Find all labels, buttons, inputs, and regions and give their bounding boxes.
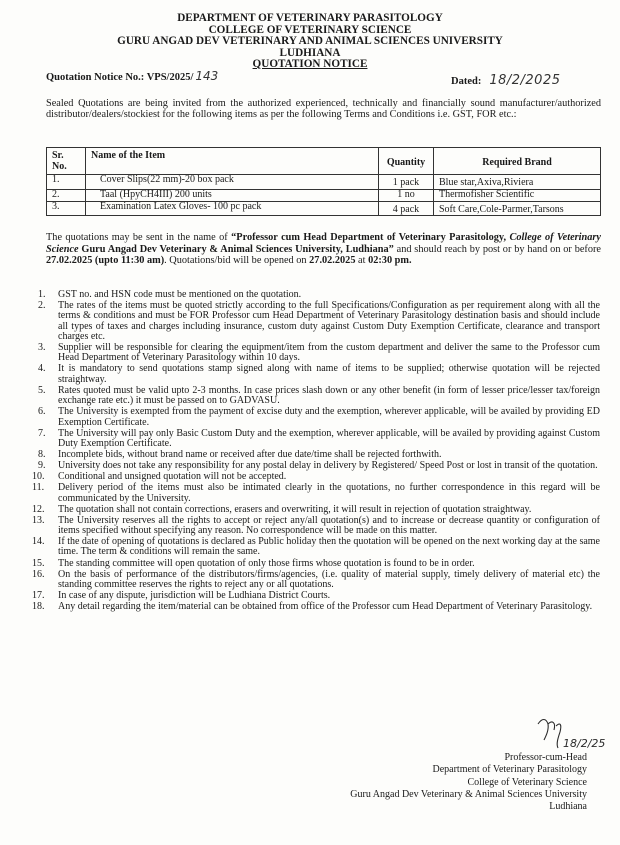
para-text: and should reach by post or by hand on or before (393, 243, 601, 255)
term-text: The University is exempted from the payment of excise duty and the exemption, wherever applicable, will be availed by providing ED Exemption Certificate. (58, 406, 600, 428)
para-text: at (355, 255, 369, 266)
term-text: GST no. and HSN code must be mentioned on the quotation. (58, 289, 302, 300)
dated-line (451, 73, 561, 88)
term-text: Any detail regarding the item/material can be obtained from office of the Professor cum Head Department of Veterinary Parasitology. (58, 601, 593, 613)
term-item (0, 429, 600, 450)
notice-number-label: Quotation Notice No.: VPS/2025/ (46, 72, 194, 83)
addressee-bold: “Professor cum Head Department of Veterinary Parasitology, (231, 232, 510, 243)
signatory-city: Ludhiana (549, 801, 587, 813)
qty-cell: 1 pack (379, 175, 434, 190)
item-cell: Taal (HpyCH4III) 200 units (86, 189, 379, 201)
term-item (0, 407, 600, 428)
signature-date: 18/2/25 (563, 737, 606, 750)
term-number: 13. (32, 514, 45, 526)
city-title: LUDHIANA (279, 46, 341, 59)
term-text: Conditional and unsigned quotation will not be accepted. (58, 471, 287, 483)
sr-cell: 3. (47, 201, 86, 216)
term-number: 3. (38, 342, 46, 354)
term-number: 6. (38, 406, 46, 418)
terms-list (0, 290, 600, 613)
notice-number-handwritten: 143 (195, 69, 219, 83)
para-text: . Quotations/bid will be opened on (164, 255, 310, 266)
dated-label: Dated: (451, 76, 482, 87)
table-row (47, 175, 601, 190)
term-number: 10. (32, 471, 45, 483)
term-text: In case of any dispute, jurisdiction will be Ludhiana District Courts. (58, 590, 331, 602)
term-item (0, 364, 600, 385)
table-row (47, 201, 601, 216)
term-text: Supplier will be responsible for clearing the equipment/item from the custom department and deliver the same to the Professor cum Head Department of Veterinary Parasitology within 10 days. (58, 342, 600, 364)
term-text: It is mandatory to send quotations stamp signed along with name of items to be supplied; otherwise quotation will be rejected straightway. (58, 363, 600, 385)
term-number: 8. (38, 449, 46, 461)
term-item (0, 386, 600, 407)
items-table (46, 147, 601, 216)
term-item (0, 570, 600, 591)
term-text: The University will pay only Basic Custom Duty and the exemption, wherever applicable, will be availed by providing against Custom Duty Exemption Certificate. (58, 427, 600, 449)
term-item (0, 537, 600, 558)
term-item (0, 290, 600, 300)
term-number: 11. (32, 482, 45, 494)
term-text: Delivery period of the items must also be intimated clearly in the quotations, no further correspondence in this regard will be communicated by the University. (58, 482, 600, 504)
letterhead (0, 13, 620, 71)
signatory-college: College of Veterinary Science (467, 776, 587, 788)
college-bold-italic: College of Veterinary Science (46, 232, 601, 255)
notice-heading: QUOTATION NOTICE (252, 58, 368, 70)
term-number: 2. (38, 300, 46, 312)
term-text: The University reserves all the rights to accept or reject any/all quotation(s) and to increase or decrease quantity or configuration of items specified without specifying any reason. No correspondence will be made on this matter. (58, 514, 600, 537)
department-title: DEPARTMENT OF VETERINARY PARASITOLOGY (177, 12, 443, 24)
term-text: Incomplete bids, without brand name or received after due date/time shall be rejected forthwith. (58, 449, 442, 461)
term-text: On the basis of performance of the distributors/firms/agencies, (i.e. quality of material supply, timely delivery of material etc) the standing committee reserves the rights to reject any or all quotations. (58, 568, 600, 590)
term-number: 16. (32, 568, 45, 580)
university-bold: Guru Angad Dev Veterinary & Animal Sciences University, Ludhiana” (78, 243, 394, 255)
term-item (0, 516, 600, 537)
term-item (0, 461, 600, 471)
signatory-university: Guru Angad Dev Veterinary & Animal Sciences University (350, 788, 587, 800)
term-item (0, 483, 600, 504)
qty-cell: 4 pack (379, 201, 434, 216)
term-number: 9. (38, 460, 46, 472)
qty-cell: 1 no (379, 189, 434, 201)
term-number: 1. (38, 289, 46, 300)
term-number: 18. (32, 601, 45, 613)
intro-paragraph: Sealed Quotations are being invited from the authorized experienced, technically and financially sound manufacturer/authorized distributor/dealers/stockiest for the following items as per the following Terms and Conditions i.e. GST, FOR etc.: (46, 98, 601, 121)
deadline-bold: 27.02.2025 (upto 11:30 am) (46, 255, 165, 266)
col-item-name: Name of the Item (86, 148, 379, 175)
term-number: 15. (32, 557, 45, 569)
term-text: The standing committee will open quotation of only those firms whose quotation is found to be in order. (58, 557, 475, 569)
term-item (0, 472, 600, 482)
sr-cell: 2. (47, 189, 86, 201)
term-item (0, 559, 600, 569)
signatory-department: Department of Veterinary Parasitology (432, 764, 587, 776)
college-title: COLLEGE OF VETERINARY SCIENCE (208, 23, 412, 36)
term-text: The quotation shall not contain corrections, erasers and overwriting, it will result in rejection of quotation straightway. (58, 503, 532, 515)
brand-cell: Blue star,Axiva,Riviera (434, 175, 601, 190)
term-text: The rates of the items must be quoted strictly according to the full Specifications/Configuration as per requirement along with all the terms & conditions and must be FOR Professor cum Head Department of Veterinary Parasitology destination basis and should include all types of taxes and charges including insurance, custom duty against Custom Duty Exemption Certificate, clearance and transport charges etc. (58, 300, 600, 342)
term-number: 12. (32, 503, 45, 515)
signature-block (350, 752, 587, 813)
para-text: The quotations may be sent in the name of (46, 232, 232, 243)
term-number: 7. (38, 427, 46, 439)
submission-paragraph (46, 232, 601, 267)
term-item (0, 343, 600, 364)
col-brand: Required Brand (434, 148, 601, 175)
sr-cell: 1. (47, 175, 86, 190)
term-number: 17. (32, 590, 45, 602)
term-item (0, 591, 600, 601)
term-number: 5. (38, 384, 46, 396)
col-sr-no: Sr. No. (47, 148, 86, 175)
opening-date-bold: 27.02.2025 (309, 255, 356, 266)
col-quantity: Quantity (379, 148, 434, 175)
term-number: 14. (32, 536, 45, 548)
term-text: Rates quoted must be valid upto 2-3 months. In case prices slash down or any other benefit (in form of lesser price/lesser tax/foreign exchange rate etc.) it must be passed on to GADVASU. (58, 384, 600, 407)
item-cell: Examination Latex Gloves- 100 pc pack (86, 201, 379, 216)
brand-cell: Thermofisher Scientific (434, 189, 601, 201)
term-number: 4. (38, 363, 46, 375)
term-item (0, 602, 600, 612)
table-header-row (47, 148, 601, 175)
item-cell: Cover Slips(22 mm)-20 box pack (86, 175, 379, 190)
term-item (0, 450, 600, 460)
table-row (47, 189, 601, 201)
term-item (0, 505, 600, 515)
university-title: GURU ANGAD DEV VETERINARY AND ANIMAL SCIENCES UNIVERSITY (117, 35, 503, 47)
term-text: University does not take any responsibility for any postal delay in delivery by Registered/ Speed Post or lost in transit of the quotation. (58, 460, 598, 472)
handwritten-signature (536, 714, 606, 754)
dated-handwritten: 18/2/2025 (489, 73, 561, 88)
brand-cell: Soft Care,Cole-Parmer,Tarsons (434, 201, 601, 216)
opening-time-bold: 02:30 pm. (368, 255, 412, 266)
term-item (0, 301, 600, 342)
notice-number-line (46, 69, 218, 83)
signatory-title: Professor-cum-Head (504, 752, 587, 763)
term-text: If the date of opening of quotations is declared as Public holiday then the quotation will be opened on the next working day at the same time. The term & conditions will remain the same. (58, 536, 600, 558)
